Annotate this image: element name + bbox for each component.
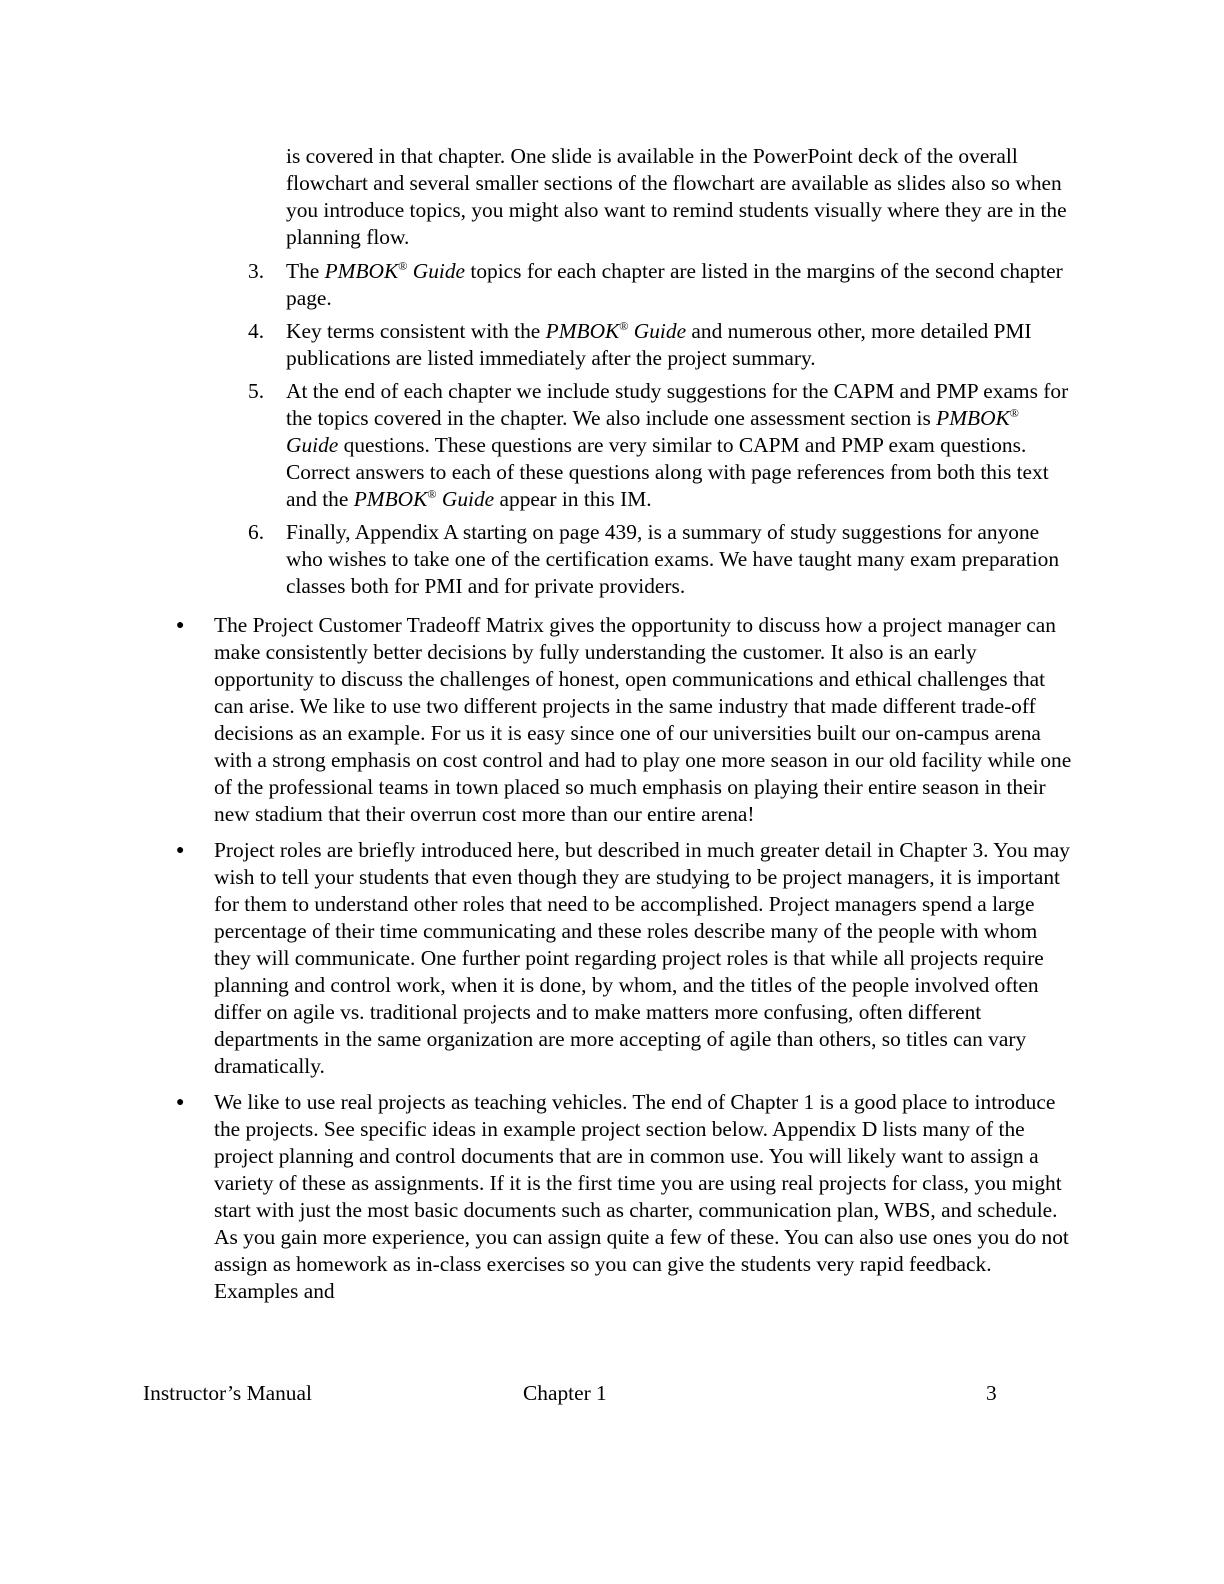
- list-item: [240, 318, 1076, 372]
- footer-chapter: Chapter 1: [523, 1381, 607, 1405]
- bullet-item: [166, 1089, 1076, 1305]
- list-number: 4.: [248, 319, 265, 343]
- list-number: 6.: [248, 520, 265, 544]
- bullet-icon: ●: [176, 618, 185, 633]
- bullet-text: The Project Customer Tradeoff Matrix gives the opportunity to discuss how a project manager can make consistently better decisions by fully understanding the customer. It also is an early opportunity to discuss the challenges of honest, open communications and ethical challenges that can arise. We like to use two different projects in the same industry that made different trade-off decisions as an example. For us it is easy since one of our universities built our on-campus arena with a strong emphasis on cost control and had to play one more season in our old facility while one of the professional teams in town placed so much emphasis on playing their entire season in their new stadium that their overrun cost more than our entire arena!: [214, 613, 1072, 826]
- list-item-text: Finally, Appendix A starting on page 439, is a summary of study suggestions for anyone who wishes to take one of the certification exams. We have taught many exam preparation classes both for PMI and for private providers.: [286, 520, 1060, 598]
- bullet-item: [166, 837, 1076, 1080]
- list-number: 5.: [248, 379, 265, 403]
- page-number: 3: [986, 1381, 997, 1405]
- list-item: [240, 378, 1076, 513]
- list-item: [240, 258, 1076, 312]
- footer-title: Instructor’s Manual: [143, 1381, 312, 1405]
- continuation-paragraph: is covered in that chapter. One slide is available in the PowerPoint deck of the overall flowchart and several smaller sections of the flowchart are available as slides also so when you introduce topics, you might also want to remind students visually where they are in the planning flow.: [286, 144, 1067, 249]
- bullet-text: We like to use real projects as teaching vehicles. The end of Chapter 1 is a good place to introduce the projects. See specific ideas in example project section below. Appendix D lists many of the project planning and control documents that are in common use. You will likely want to assign a variety of these as assignments. If it is the first time you are using real projects for class, you might start with just the most basic documents such as charter, communication plan, WBS, and schedule. As you gain more experience, you can assign quite a few of these. You can also use ones you do not assign as homework as in-class exercises so you can give the students very rapid feedback. Examples and: [214, 1090, 1069, 1303]
- bullet-item: [166, 612, 1076, 828]
- numbered-list: [240, 258, 1076, 606]
- list-number: 3.: [248, 259, 265, 283]
- page-footer: [143, 1380, 1003, 1408]
- list-item: [240, 519, 1076, 600]
- bullet-list: [166, 612, 1076, 1314]
- bullet-text: Project roles are briefly introduced here, but described in much greater detail in Chapter 3. You may wish to tell your students that even though they are studying to be project managers, it is important for them to understand other roles that need to be accomplished. Project managers spend a large percentage of their time communicating and these roles describe many of the people with whom they will communicate. One further point regarding project roles is that while all projects require planning and control work, when it is done, by whom, and the titles of the people involved often differ on agile vs. traditional projects and to make matters more confusing, often different departments in the same organization are more accepting of agile than others, so titles can vary dramatically.: [214, 838, 1070, 1078]
- list-item-text: At the end of each chapter we include study suggestions for the CAPM and PMP exams for the topics covered in the chapter. We also include one assessment section is PMBOK® Guide questions. These questions are very similar to CAPM and PMP exam questions. Correct answers to each of these questions along with page references from both this text and the PMBOK® Guide appear in this IM.: [286, 379, 1069, 511]
- list-item-text: Key terms consistent with the PMBOK® Guide and numerous other, more detailed PMI publications are listed immediately after the project summary.: [286, 319, 1032, 370]
- list-item-text: The PMBOK® Guide topics for each chapter are listed in the margins of the second chapter page.: [286, 259, 1063, 310]
- bullet-icon: ●: [176, 1095, 185, 1110]
- bullet-icon: ●: [176, 843, 185, 858]
